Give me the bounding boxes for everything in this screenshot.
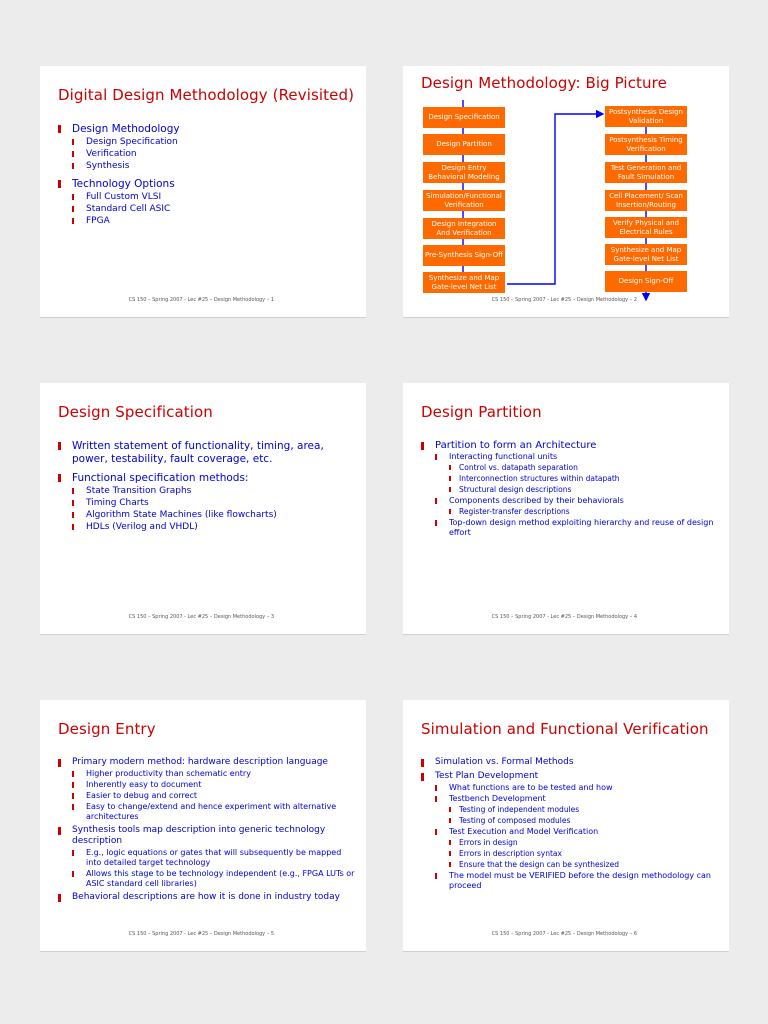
- bullet-icon: [435, 454, 437, 460]
- slide-5: [40, 700, 366, 952]
- slide-title: Design Partition: [421, 403, 542, 421]
- sub-bullet-item: Allows this stage to be technology independent (e.g., FPGA LUTs or ASIC standard cell libraries): [72, 869, 356, 889]
- sub-sub-bullet-item: Register-transfer descriptions: [449, 507, 719, 517]
- sub-bullet-item: Design Specification: [72, 137, 356, 148]
- bullet-item: Simulation vs. Formal Methods: [421, 757, 719, 768]
- bullet-icon: [72, 163, 74, 169]
- bullet-icon: [435, 785, 437, 791]
- flow-box-synthesize-map: Synthesize and Map Gate-level Net List: [423, 272, 505, 293]
- flow-box-postsynthesis-timing: Postsynthesis Timing Verification: [605, 134, 687, 155]
- slide-6: [403, 700, 729, 952]
- bullet-icon: [58, 442, 61, 450]
- flow-box-postsynthesis-validation: Postsynthesis Design Validation: [605, 106, 687, 127]
- bullet-icon: [72, 850, 74, 856]
- sub-bullet-item: Higher productivity than schematic entry: [72, 769, 356, 779]
- bullet-icon: [72, 488, 74, 494]
- slide-footer: CS 150 – Spring 2007 - Lec #25 – Design Methodology – 2: [491, 297, 637, 303]
- bullet-icon: [58, 759, 61, 767]
- bullet-icon: [449, 509, 451, 514]
- bullet-icon: [449, 851, 451, 856]
- sub-bullet-item: E.g., logic equations or gates that will subsequently be mapped into detailed target technology: [72, 848, 356, 868]
- flow-box-cell-placement: Cell Placement/ Scan Insertion/Routing: [605, 190, 687, 211]
- slide-title: Design Specification: [58, 403, 213, 421]
- slide-3: [40, 383, 366, 635]
- bullet-icon: [72, 512, 74, 518]
- bullet-item: Partition to form an Architecture: [421, 440, 719, 451]
- slide-footer: CS 150 – Spring 2007 - Lec #25 – Design Methodology – 5: [128, 931, 274, 937]
- bullet-icon: [72, 194, 74, 200]
- bullet-icon: [72, 500, 74, 506]
- bullet-icon: [72, 771, 74, 777]
- slide-title: Simulation and Functional Verification: [421, 720, 709, 738]
- bullet-icon: [449, 465, 451, 470]
- flow-box-design-specification: Design Specification: [423, 107, 505, 128]
- bullet-icon: [72, 139, 74, 145]
- flow-box-test-generation: Test Generation and Fault Simulation: [605, 162, 687, 183]
- bullet-icon: [435, 796, 437, 802]
- bullet-icon: [72, 804, 74, 810]
- bullet-icon: [72, 218, 74, 224]
- bullet-icon: [72, 793, 74, 799]
- flow-box-design-signoff: Design Sign-Off: [605, 271, 687, 292]
- bullet-icon: [58, 474, 61, 482]
- bullet-item: Synthesis tools map description into generic technology description: [58, 825, 356, 847]
- sub-bullet-item: Components described by their behaviorals: [435, 496, 719, 506]
- bullet-icon: [449, 840, 451, 845]
- sub-bullet-item: Top-down design method exploiting hierarchy and reuse of design effort: [435, 518, 719, 538]
- bullet-icon: [58, 827, 61, 835]
- slide-title: Digital Design Methodology (Revisited): [58, 86, 355, 104]
- sub-sub-bullet-item: Testing of composed modules: [449, 816, 719, 826]
- sub-bullet-item: Verification: [72, 149, 356, 160]
- sub-bullet-item: Test Execution and Model Verification: [435, 827, 719, 837]
- bullet-icon: [449, 818, 451, 823]
- sub-sub-bullet-item: Ensure that the design can be synthesized: [449, 860, 719, 870]
- bullet-item: Functional specification methods:: [58, 472, 356, 485]
- bullet-icon: [435, 498, 437, 504]
- bullet-icon: [421, 759, 424, 767]
- bullet-item: Test Plan Development: [421, 771, 719, 782]
- slide-footer: CS 150 – Spring 2007 - Lec #25 – Design Methodology – 3: [128, 614, 274, 620]
- slide-1: [40, 66, 366, 318]
- flow-box-verify-rules: Verify Physical and Electrical Rules: [605, 217, 687, 238]
- sub-bullet-item: FPGA: [72, 216, 356, 227]
- bullet-item: Written statement of functionality, timing, area, power, testability, fault coverage, etc.: [58, 440, 356, 466]
- bullet-icon: [58, 894, 61, 902]
- slide-footer: CS 150 – Spring 2007 - Lec #25 – Design Methodology – 6: [491, 931, 637, 937]
- bullet-icon: [72, 151, 74, 157]
- sub-sub-bullet-item: Errors in description syntax: [449, 849, 719, 859]
- bullet-icon: [58, 180, 61, 188]
- sub-sub-bullet-item: Structural design descriptions: [449, 485, 719, 495]
- sub-bullet-item: What functions are to be tested and how: [435, 783, 719, 793]
- sub-bullet-item: Interacting functional units: [435, 452, 719, 462]
- flow-box-simulation: Simulation/Functional Verification: [423, 190, 505, 211]
- sub-bullet-item: Timing Charts: [72, 498, 356, 509]
- sub-bullet-item: State Transition Graphs: [72, 486, 356, 497]
- bullet-icon: [435, 520, 437, 526]
- connector-arrow: [507, 114, 603, 284]
- bullet-icon: [72, 524, 74, 530]
- sub-bullet-item: Synthesis: [72, 161, 356, 172]
- sub-bullet-item: Inherently easy to document: [72, 780, 356, 790]
- bullet-icon: [72, 206, 74, 212]
- slide-title: Design Methodology: Big Picture: [421, 74, 667, 92]
- bullet-icon: [449, 862, 451, 867]
- slide-2: [403, 66, 729, 318]
- sub-sub-bullet-item: Errors in design: [449, 838, 719, 848]
- sub-bullet-item: Easier to debug and correct: [72, 791, 356, 801]
- flow-box-design-partition: Design Partition: [423, 134, 505, 155]
- sub-sub-bullet-item: Testing of independent modules: [449, 805, 719, 815]
- bullet-icon: [58, 125, 61, 133]
- bullet-item: Technology Options: [58, 178, 356, 191]
- bullet-icon: [449, 487, 451, 492]
- bullet-icon: [449, 807, 451, 812]
- slide-footer: CS 150 – Spring 2007 - Lec #25 – Design Methodology – 4: [491, 614, 637, 620]
- sub-bullet-item: Full Custom VLSI: [72, 192, 356, 203]
- sub-bullet-item: HDLs (Verilog and VHDL): [72, 522, 356, 533]
- sub-bullet-item: Algorithm State Machines (like flowcharts): [72, 510, 356, 521]
- flow-box-design-integration: Design Integration And Verification: [423, 218, 505, 239]
- slide-footer: CS 150 – Spring 2007 - Lec #25 – Design Methodology – 1: [128, 297, 274, 303]
- bullet-icon: [421, 773, 424, 781]
- sub-bullet-item: Standard Cell ASIC: [72, 204, 356, 215]
- sub-bullet-item: Easy to change/extend and hence experiment with alternative architectures: [72, 802, 356, 822]
- bullet-item: Behavioral descriptions are how it is done in industry today: [58, 892, 356, 903]
- bullet-icon: [435, 873, 437, 879]
- slide-title: Design Entry: [58, 720, 156, 738]
- flow-box-synthesize-map-2: Synthesize and Map Gate-level Net List: [605, 244, 687, 265]
- bullet-icon: [72, 782, 74, 788]
- bullet-item: Design Methodology: [58, 123, 356, 136]
- slide-4: [403, 383, 729, 635]
- sub-bullet-item: The model must be VERIFIED before the design methodology can proceed: [435, 871, 719, 891]
- flow-box-design-entry: Design Entry Behavioral Modeling: [423, 162, 505, 183]
- sub-sub-bullet-item: Control vs. datapath separation: [449, 463, 719, 473]
- bullet-icon: [72, 871, 74, 877]
- bullet-icon: [435, 829, 437, 835]
- sub-bullet-item: Testbench Development: [435, 794, 719, 804]
- bullet-icon: [421, 442, 424, 450]
- sub-sub-bullet-item: Interconnection structures within datapath: [449, 474, 719, 484]
- bullet-icon: [449, 476, 451, 481]
- bullet-item: Primary modern method: hardware description language: [58, 757, 356, 768]
- flow-box-pre-synthesis: Pre-Synthesis Sign-Off: [423, 245, 505, 266]
